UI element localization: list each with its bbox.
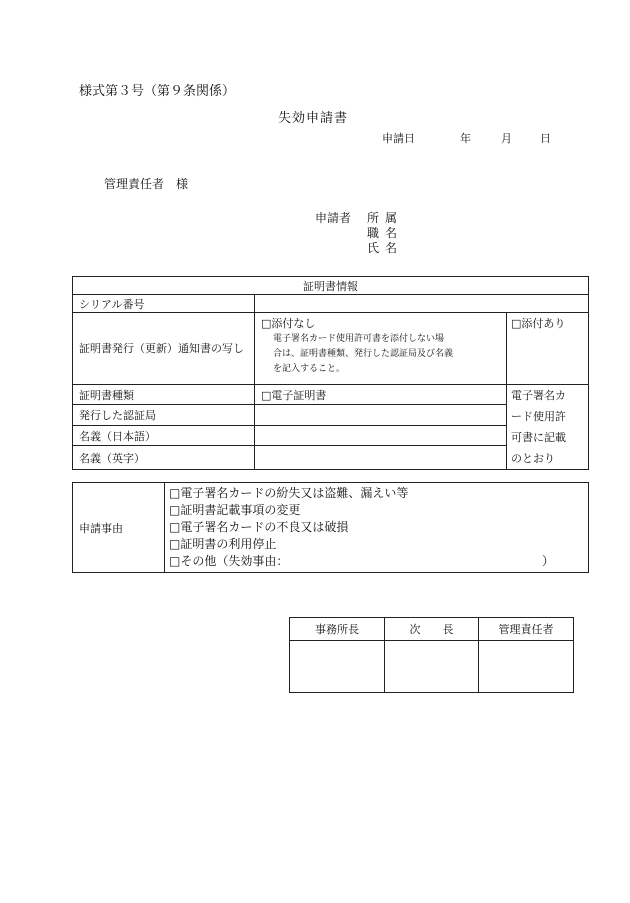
serial-number-field[interactable] — [255, 295, 589, 313]
addressee: 管理責任者 様 — [104, 177, 189, 191]
reason-option-stop[interactable]: □証明書の利用停止 — [169, 537, 277, 551]
no-attachment-checkbox[interactable]: □添付なし — [261, 317, 316, 330]
attachment-label: □添付あり — [511, 317, 566, 330]
reason-option-damaged[interactable]: □電子署名カードの不良又は破損 — [169, 520, 349, 534]
cert-type-label: 証明書種類 — [73, 385, 255, 405]
reason-option-lost[interactable]: □電子署名カードの紛失又は盗難、漏えい等 — [169, 486, 409, 500]
applicant-position-label: 職名 — [367, 226, 404, 240]
notice-copy-label: 証明書発行（更新）通知書の写し — [73, 313, 255, 385]
side-note-line-1: 電子署名カ — [511, 389, 566, 402]
no-attachment-note-3: を記入すること。 — [273, 364, 346, 374]
approval-table — [289, 617, 574, 693]
reason-option-other-label: □その他（失効事由： — [169, 554, 289, 568]
no-attachment-cell — [255, 313, 507, 385]
name-en-field[interactable] — [255, 446, 507, 470]
cert-info-title: 証明書情報 — [73, 277, 589, 295]
approval-stamp-manager[interactable] — [479, 641, 574, 693]
approval-header-director: 事務所長 — [290, 618, 385, 641]
serial-number-label: シリアル番号 — [73, 295, 255, 313]
page-title: 失効申請書 — [278, 111, 349, 126]
approval-stamp-deputy[interactable] — [385, 641, 479, 693]
name-en-label: 名義（英字） — [73, 446, 255, 470]
form-number: 様式第３号（第９条関係） — [79, 84, 236, 99]
no-attachment-note-2: 合は、証明書種類、発行した認証局及び名義 — [273, 349, 454, 359]
issuing-ca-label: 発行した認証局 — [73, 405, 255, 425]
date-label: 申請日 — [382, 132, 415, 145]
attachment-checkbox[interactable] — [507, 313, 589, 385]
date-year: 年 — [460, 132, 471, 145]
applicant-affiliation-label: 所属 — [367, 211, 404, 225]
applicant-label: 申請者 — [315, 211, 352, 225]
reason-option-other-close: ） — [542, 554, 555, 568]
reason-option-other[interactable] — [169, 553, 588, 570]
name-jp-field[interactable] — [255, 425, 507, 445]
side-note-line-3: 可書に記載 — [511, 431, 566, 444]
approval-header-deputy: 次 長 — [385, 618, 479, 641]
issuing-ca-field[interactable] — [255, 405, 507, 425]
name-jp-label: 名義（日本語） — [73, 425, 255, 445]
approval-stamp-director[interactable] — [290, 641, 385, 693]
reason-table — [72, 482, 589, 573]
reason-label: 申請事由 — [73, 483, 165, 573]
side-note-line-2: ード使用許 — [511, 410, 566, 423]
no-attachment-note-1: 電子署名カード使用許可書を添付しない場 — [273, 334, 445, 344]
applicant-name-label: 氏名 — [367, 241, 404, 255]
date-month: 月 — [501, 132, 512, 145]
reason-options — [165, 483, 589, 573]
approval-header-manager: 管理責任者 — [479, 618, 574, 641]
cert-info-table — [72, 276, 589, 470]
side-note-line-4: のとおり — [511, 452, 555, 465]
date-day: 日 — [540, 132, 551, 145]
side-note — [507, 385, 589, 470]
reason-option-change[interactable]: □証明書記載事項の変更 — [169, 503, 301, 517]
cert-type-checkbox[interactable]: □電子証明書 — [255, 385, 507, 405]
